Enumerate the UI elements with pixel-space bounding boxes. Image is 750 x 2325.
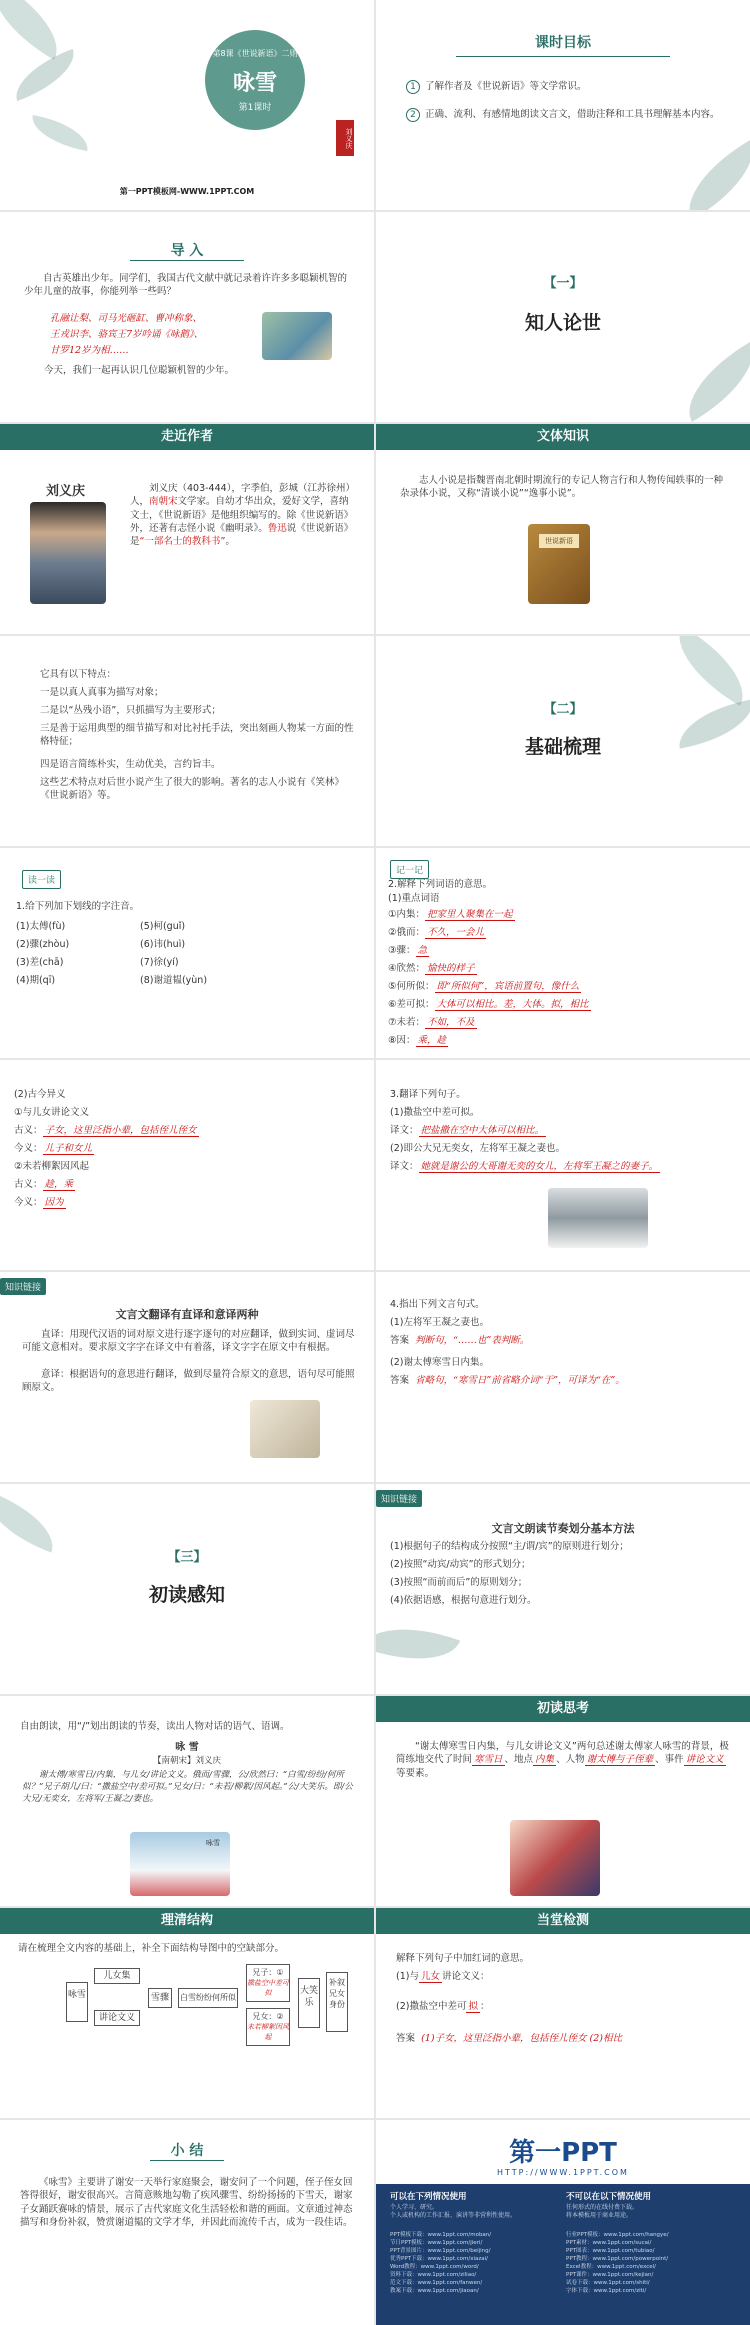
node-question: 白雪纷纷何所似 <box>178 1988 238 2008</box>
resource-link[interactable]: 行业PPT模板：www.1ppt.com/hangye/ <box>566 2232 669 2238</box>
links-col-2 <box>566 2232 669 2296</box>
slide-goals <box>376 0 750 210</box>
thinking-text: “谢太傅寒雪日内集，与儿女讲论文义”两句总述谢太傅家人咏雪的背景，极简练地交代了时间 寒雪日 、地点 内集 、人物 谢太傅与子侄辈 、事件 讲论文义等要素。 <box>396 1741 729 1779</box>
slide-vocab <box>376 848 750 1058</box>
leaf-decoration <box>28 115 92 151</box>
node-snow: 雪骤 <box>148 1988 172 2008</box>
translation-row: 译文： 把盐撒在空中大体可以相比。 <box>390 1125 545 1136</box>
resource-link[interactable]: 优秀PPT下载：www.1ppt.com/xiazai/ <box>390 2255 489 2262</box>
resource-link[interactable]: 范文下载：www.1ppt.com/fanwen/ <box>390 2279 483 2286</box>
section-bar: 文体知识 <box>376 424 750 450</box>
feature-line: 它具有以下特点： <box>40 669 117 680</box>
pinyin-item: (8)谢道韫(yùn) <box>140 975 208 986</box>
resource-link[interactable]: PPT模板下载：www.1ppt.com/moban/ <box>390 2232 492 2238</box>
resource-link[interactable]: PPT背景图片：www.1ppt.com/beijing/ <box>390 2247 491 2254</box>
page-title: 导 入 <box>170 243 204 259</box>
seal-stamp: 刘义庆 <box>336 120 354 156</box>
intro-paragraph: 自古英雄出少年。同学们，我国古代文献中就记录着许许多多聪颖机智的少年儿童的故事，你能列举一些吗？ <box>24 273 348 298</box>
resource-link[interactable]: PPT素材：www.1ppt.com/sucai/ <box>566 2239 652 2246</box>
author-bio: 刘义庆（403-444），字季伯，彭城（江苏徐州）人，南朝宋文学家。自幼才华出众，爱好文学，喜纳文士，《世说新语》是他组织编写的。除《世说新语》外，还著有志怪小说《幽明录》。鲁迅说《世说新语》是“一部名士的教科书”。 <box>130 483 351 548</box>
feature-line: 一是以真人真事为描写对象； <box>40 687 164 698</box>
resource-link[interactable]: PPT教程：www.1ppt.com/powerpoint/ <box>566 2255 669 2262</box>
sentence: ①与儿女讲论文义 <box>14 1107 90 1118</box>
feature-line: 这些艺术特点对后世小说产生了很大的影响。著名的志人小说有《笑林》《世说新语》等。 <box>40 777 345 802</box>
lesson: 第1课时 <box>238 103 272 113</box>
brand-logo: 第一PPT <box>509 2138 617 2168</box>
vocab-item: ④欣然： 愉快的样子 <box>388 963 475 974</box>
method-line: (1)根据句子的结构成分按照“主/谓/宾”的原则进行划分； <box>390 1541 629 1552</box>
knowledge-link-tag: 知识链接 <box>376 1490 422 1507</box>
pinyin-item: (6)讳(huì) <box>140 939 186 950</box>
section-title: 基础梳理 <box>524 736 601 758</box>
section-bar: 初读思考 <box>376 1696 750 1722</box>
node-laugh: 大笑乐 <box>298 1978 320 2028</box>
sentence: (1)左将军王凝之妻也。 <box>390 1317 489 1328</box>
read-tag: 读一读 <box>22 870 61 889</box>
number-badge: 2 <box>406 108 420 122</box>
title-circle <box>205 30 305 130</box>
slide-sentence-patterns <box>376 1272 750 1482</box>
vocab-item: ⑧因： 乘，趁 <box>388 1035 447 1046</box>
page-title: 课时目标 <box>535 35 591 51</box>
vocab-item: ②俄而： 不久，一会儿 <box>388 927 485 938</box>
resource-link[interactable]: Excel教程：www.1ppt.com/excel/ <box>566 2263 657 2270</box>
genre-text: 志人小说是指魏晋南北朝时期流行的专记人物言行和人物传闻轶事的一种杂录体小说，又称“清谈小说”“逸事小说”。 <box>400 475 724 500</box>
feature-line: 四是语言简练朴实，生动优美，言约旨丰。 <box>40 759 221 770</box>
leaf-decoration <box>662 636 750 706</box>
slide-summary <box>0 2120 374 2325</box>
author-name: 刘义庆 <box>46 484 86 499</box>
poem-text: 谢太傅/寒雪日/内集，与儿女/讲论文义。俄而/雪骤，公/欣然曰：“白雪/纷纷/何所似？”兄子胡儿/曰：“撒盐空中/差可拟。”兄女/曰：“未若/柳絮/因风起。”公/大笑乐。即/公大兄/无奕女，左将军/王凝之/妻也。 <box>22 1770 353 1804</box>
slide-genre <box>376 424 750 634</box>
slide-rhythm <box>376 1484 750 1694</box>
slide-structure <box>0 1908 374 2118</box>
poem-title: 咏 雪 <box>175 1742 199 1753</box>
node-identity: 补叙兄女身份 <box>326 1972 348 2032</box>
sub-heading: (2)古今异义 <box>14 1089 66 1100</box>
vocab-item: ⑤何所似： 即“所似何”，宾语前置句，像什么 <box>388 981 580 992</box>
node-gather: 儿女集 <box>94 1968 140 1984</box>
footer: 第一PPT模板网-WWW.1PPT.COM <box>119 187 255 196</box>
poem-line-2: 王戎识李、骆宾王7岁吟诵《咏鹅》、 <box>50 329 204 340</box>
feature-line: 二是以“丛残小语”，只抓描写为主要形式； <box>40 705 221 716</box>
slide-section-3 <box>0 1484 374 1694</box>
reading-illustration <box>130 1832 230 1896</box>
question: 4.指出下列文言句式。 <box>390 1299 485 1310</box>
vocab-item: ⑦未若： 不如，不及 <box>388 1017 475 1028</box>
goal-1: 1 了解作者及《世说新语》等文学常识。 <box>406 80 726 94</box>
leaf-decoration <box>672 342 750 422</box>
divider <box>150 2160 224 2161</box>
node-nephew: 兄子：① 撒盐空中差可拟 <box>246 1964 290 2002</box>
pinyin-item: (2)骤(zhòu) <box>16 939 70 950</box>
resource-link[interactable]: 资料下载：www.1ppt.com/ziliao/ <box>390 2271 477 2278</box>
slide-reading <box>0 1696 374 1906</box>
method-line: (3)按照“而前而后”的原则划分； <box>390 1577 528 1588</box>
knowledge-link-tag: 知识链接 <box>0 1278 46 1295</box>
section-title: 初读感知 <box>148 1584 225 1606</box>
resource-link[interactable]: PPT图表：www.1ppt.com/tubiao/ <box>566 2247 655 2254</box>
leaf-decoration <box>0 0 74 60</box>
slide-author <box>0 424 374 634</box>
sentence: (2)谢太傅寒雪日内集。 <box>390 1357 489 1368</box>
link-title: 文言文翻译有直译和意译两种 <box>115 1308 259 1321</box>
book-image <box>250 1400 320 1458</box>
section-number: 【一】 <box>543 276 583 291</box>
method-line: (4)依据语感，根据句意进行划分。 <box>390 1595 537 1606</box>
resource-link[interactable]: PPT课件：www.1ppt.com/kejian/ <box>566 2271 654 2278</box>
slide-thinking <box>376 1696 750 1906</box>
resource-link[interactable]: 节日PPT模板：www.1ppt.com/jieri/ <box>390 2239 483 2246</box>
vocab-item: ⑥差可拟： 大体可以相比。差，大体。拟，相比 <box>388 999 589 1010</box>
brand-url: HTTP://WWW.1PPT.COM <box>497 2168 629 2177</box>
leaf-decoration <box>0 1491 64 1552</box>
vocab-item: ①内集： 把家里人聚集在一起 <box>388 909 513 920</box>
poem-line-3: 甘罗12岁为相…… <box>50 345 129 356</box>
pinyin-item: (7)徐(yí) <box>140 957 179 968</box>
slide-check <box>376 1908 750 2118</box>
poem-line-1: 孔融让梨、司马光砸缸、曹冲称象、 <box>50 313 203 324</box>
meaning-row: 今义： 儿子和女儿 <box>14 1143 93 1154</box>
sub-heading: (1)重点词语 <box>388 893 440 904</box>
feature-line: 三是善于运用典型的细节描写和对比衬托手法，突出刻画人物某一方面的性格特征； <box>40 723 354 748</box>
slide-ancient-modern <box>0 1060 374 1270</box>
sentence: (1)撒盐空中差可拟。 <box>390 1107 480 1118</box>
question: 解释下列句子中加红词的意思。 <box>396 1953 530 1964</box>
section-bar: 走近作者 <box>0 424 374 450</box>
section-bar: 当堂检测 <box>376 1908 750 1934</box>
reading-instruction: 自由朗读，用“/”划出朗读的节奏，读出人物对话的语气、语调。 <box>20 1721 290 1732</box>
title: 咏雪 <box>232 71 277 96</box>
disallowed-heading: 不可以在以下情况使用 <box>566 2192 652 2202</box>
slide-section-1 <box>376 212 750 422</box>
section-title: 知人论世 <box>524 312 601 334</box>
resource-link[interactable]: 字体下载：www.1ppt.com/ziti/ <box>566 2287 647 2294</box>
slide-features <box>0 636 374 846</box>
section-bar: 理清结构 <box>0 1908 374 1934</box>
scene-image <box>510 1820 600 1896</box>
poem-author: 【南朝宋】刘义庆 <box>152 1756 221 1766</box>
section-number: 【二】 <box>543 702 583 717</box>
method-line: (2)按照“动宾/动宾”的形式划分； <box>390 1559 531 1570</box>
pinyin-item: (5)柯(guǐ) <box>140 921 186 932</box>
resource-link[interactable]: 试卷下载：www.1ppt.com/shiti/ <box>566 2279 650 2286</box>
allowed-list: 个人学习、研究。 个人或机构的工作汇报、演讲等非营利性使用。 <box>390 2204 517 2220</box>
slide-translation-methods <box>0 1272 374 1482</box>
slide-translate <box>376 1060 750 1270</box>
slide-title <box>0 0 374 210</box>
pinyin-item: (1)太傅(fù) <box>16 921 66 932</box>
vocab-item: ③骤： 急 <box>388 945 428 956</box>
sentence: (2)即公大兄无奕女，左将军王凝之妻也。 <box>390 1143 565 1154</box>
disallowed-list: 任何形式的在线付费下载。 将本模板用于商业用途。 <box>566 2204 639 2220</box>
structure-instruction: 请在梳理全文内容的基础上，补全下面结构导图中的空缺部分。 <box>18 1943 285 1954</box>
slide-intro <box>0 212 374 422</box>
summary-text: 《咏雪》主要讲了谢安一天举行家庭聚会，谢安问了一个问题，侄子侄女回答得很好，谢安很高兴。言简意赅地勾勒了疾风骤雪、纷纷扬扬的下雪天，谢家子女踊跃赛咏的情景，展示了古代家庭文化生活轻松和谐的画面。文章通过神态描写和身份补叙，赞赏谢道韫的文学才华，并因此而流传千古，成为一段佳话。 <box>20 2177 353 2228</box>
leaf-decoration <box>7 49 83 101</box>
node-title: 咏雪 <box>66 1982 88 2022</box>
meaning-row: 古义： 趁，乘 <box>14 1179 74 1190</box>
intro-paragraph-2: 今天，我们一起再认识几位聪颖机智的少年。 <box>44 365 235 376</box>
question: 1.给下列加下划线的字注音。 <box>16 901 140 912</box>
snow-painting <box>548 1188 648 1248</box>
node-niece: 兄女：② 未若柳絮因风起 <box>246 2008 290 2046</box>
question: 3.翻译下列句子。 <box>390 1089 466 1100</box>
divider <box>130 260 244 261</box>
test-line-2: (2)撒盐空中差可 拟 ： <box>396 2001 490 2012</box>
node-discuss: 讲论文义 <box>94 2010 140 2026</box>
allowed-heading: 可以在下列情况使用 <box>390 2192 467 2202</box>
answer-row: 答案 省略句，“寒雪日”前省略介词“于”，可译为“在”。 <box>390 1375 625 1386</box>
book-cover <box>528 524 590 604</box>
subtitle: 第8课《世说新语》二则 <box>212 49 298 58</box>
book-title: 世说新语 <box>539 534 579 548</box>
goal-2: 2 正确、流利、有感情地朗读文言文，借助注释和工具书理解基本内容。 <box>406 108 726 122</box>
answer-row: 答案 (1)子女，这里泛指小辈，包括侄儿侄女 (2)相比 <box>396 2033 622 2044</box>
slide-section-2 <box>376 636 750 846</box>
author-portrait <box>30 502 106 604</box>
paragraph: 意译：根据语句的意思进行翻译，做到尽量符合原文的意思，语句尽可能照顾原文。 <box>22 1369 355 1394</box>
section-number: 【三】 <box>167 1550 207 1565</box>
paragraph: 直译：用现代汉语的词对原文进行逐字逐句的对应翻译，做到实词、虚词尽可能文意相对。要求原文字字在译文中有着落，译文字字在原文中有根据。 <box>22 1329 355 1354</box>
meaning-row: 古义： 子女，这里泛指小辈，包括侄儿侄女 <box>14 1125 197 1136</box>
page-title: 小 结 <box>170 2143 204 2159</box>
leaf-decoration <box>376 1610 460 1678</box>
test-line-1: (1)与 儿女 讲论文义： <box>396 1971 490 1982</box>
resource-link[interactable]: 教案下载：www.1ppt.com/jiaoan/ <box>390 2287 479 2294</box>
leaf-decoration <box>672 140 750 210</box>
number-badge: 1 <box>406 80 420 94</box>
pinyin-item: (3)差(chā) <box>16 957 64 968</box>
translation-row: 译文： 她就是谢公的大哥谢无奕的女儿，左将军王凝之的妻子。 <box>390 1161 659 1172</box>
link-title: 文言文朗读节奏划分基本方法 <box>491 1522 635 1535</box>
answer-row: 答案 判断句，“……也”表判断。 <box>390 1335 530 1346</box>
question: 2.解释下列词语的意思。 <box>388 879 493 890</box>
links-col-1 <box>390 2232 491 2296</box>
slide-license <box>376 2120 750 2325</box>
memo-tag: 记一记 <box>390 860 429 879</box>
slide-pinyin <box>0 848 374 1058</box>
sentence: ②未若柳絮因风起 <box>14 1161 90 1172</box>
resource-link[interactable]: Word教程：www.1ppt.com/word/ <box>390 2263 479 2270</box>
meaning-row: 今义： 因为 <box>14 1197 64 1208</box>
pinyin-item: (4)期(qī) <box>16 975 56 986</box>
divider <box>456 56 670 57</box>
intro-illustration <box>262 312 332 360</box>
info-panel <box>376 2184 750 2325</box>
illustration-caption: 咏雪 <box>206 1839 220 1847</box>
